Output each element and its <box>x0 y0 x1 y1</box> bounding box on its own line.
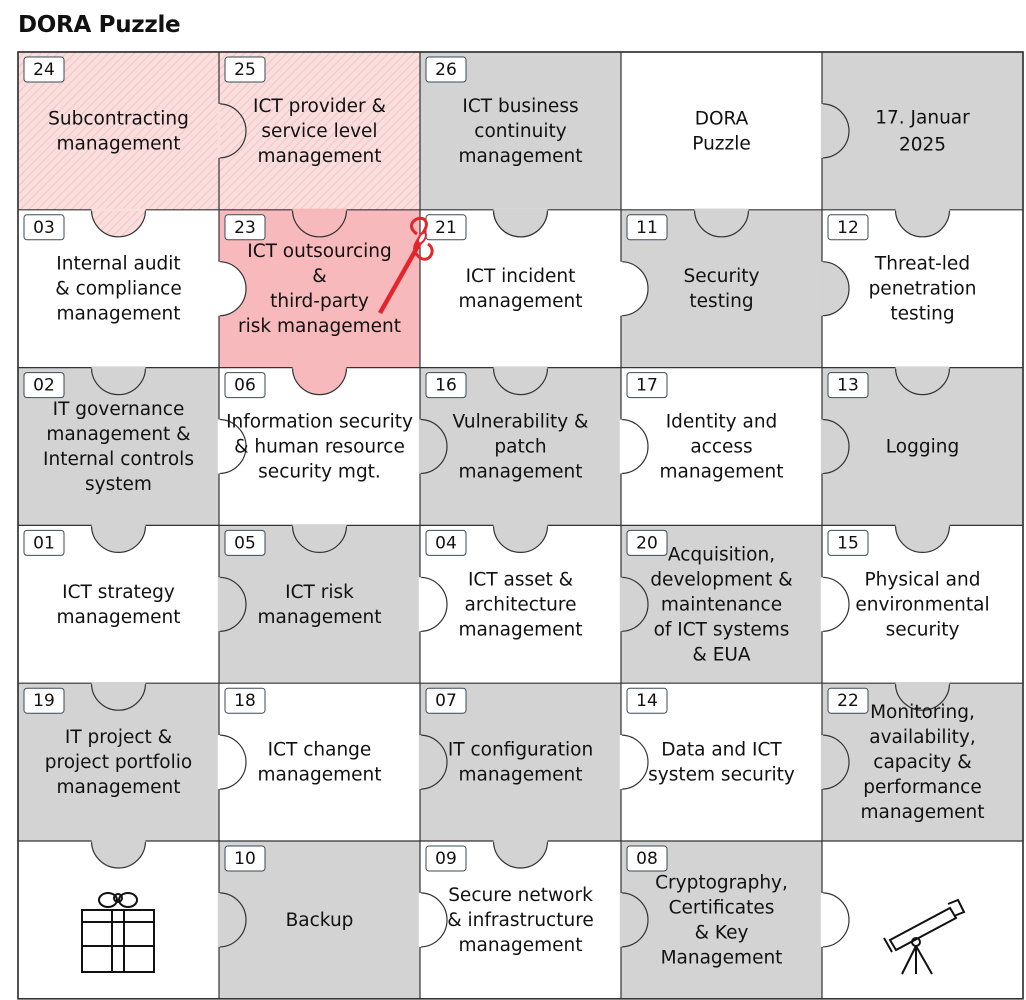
puzzle-tile <box>822 841 1023 999</box>
tile-number-badge <box>426 57 466 82</box>
tile-background <box>621 52 822 210</box>
tile-label-line: management <box>56 303 181 325</box>
tile-label-line: continuity <box>474 120 567 142</box>
tile-label-line: system security <box>648 764 795 786</box>
tile-number-badge <box>426 215 466 240</box>
tile-number-badge <box>225 215 265 240</box>
tile-label-line: & Key <box>694 922 749 944</box>
tile-number-badge <box>627 215 667 240</box>
tile-number-badge <box>426 846 466 871</box>
tile-label-line: ICT business <box>462 95 579 117</box>
tile-label-line: ICT provider & <box>253 95 386 117</box>
tile-label-line: penetration <box>868 278 977 300</box>
tile-label-line: management & <box>46 424 191 445</box>
tile-label-line: Information security <box>226 411 413 433</box>
tile-number-badge <box>24 57 64 82</box>
tile-label-line: 2025 <box>898 134 947 156</box>
tile-label-line: Internal controls <box>43 449 194 470</box>
tile-label-line: performance <box>863 777 982 799</box>
tile-label-line: management <box>56 777 181 799</box>
tile-label-line: management <box>458 291 583 313</box>
tile-number-badge <box>828 530 868 555</box>
tile-number-badge <box>627 846 667 871</box>
tile-label-line: management <box>659 461 784 483</box>
tile-number-badge <box>225 846 265 871</box>
tile-number-badge <box>24 373 64 398</box>
tile-number: 05 <box>234 533 256 554</box>
tile-number: 07 <box>435 691 457 712</box>
tile-label-line: management <box>56 133 181 155</box>
tile-label-line: ICT outsourcing <box>247 241 392 263</box>
tile-label-line: management <box>860 802 985 824</box>
tile-number: 16 <box>435 375 457 396</box>
tile-number: 22 <box>837 691 859 712</box>
tile-number-badge <box>627 688 667 713</box>
tile-label-line: project portfolio <box>44 752 193 774</box>
tile-number: 17 <box>636 375 658 396</box>
tile-label-line: Certificates <box>668 897 775 919</box>
tile-number: 02 <box>33 375 55 396</box>
tile-number: 06 <box>234 375 256 396</box>
tile-number-badge <box>24 215 64 240</box>
tile-number: 20 <box>636 533 658 554</box>
tile-label-line: patch <box>494 436 547 458</box>
tile-label-line: IT governance <box>52 399 185 420</box>
tile-label-line: availability, <box>869 727 976 749</box>
tile-label-line: Identity and <box>665 411 778 433</box>
tile-label-line: Threat-led <box>874 253 971 275</box>
tile-number-badge <box>225 688 265 713</box>
tile-label-line: ICT risk <box>285 581 354 603</box>
tile-number-badge <box>426 530 466 555</box>
tile-label-line: access <box>690 436 753 458</box>
tile-label-line: of ICT systems <box>653 619 790 641</box>
tile-label-line: Data and ICT <box>661 739 782 761</box>
tile-label-line: testing <box>890 303 955 325</box>
tile-label-line: risk management <box>238 316 401 338</box>
tile-label-line: Acquisition, <box>667 544 776 566</box>
tile-label-line: Vulnerability & <box>452 411 589 433</box>
tile-label-line: development & <box>650 569 793 591</box>
tile-label-line: security mgt. <box>258 461 381 483</box>
page-title: DORA Puzzle <box>18 12 181 38</box>
tile-label-line: management <box>458 934 583 956</box>
tile-number: 26 <box>435 60 457 80</box>
tile-number-badge <box>426 373 466 398</box>
tile-label-line: management <box>257 764 382 786</box>
tile-label-line: Security <box>683 266 760 288</box>
tile-number: 19 <box>33 691 55 712</box>
tile-number-badge <box>24 688 64 713</box>
tile-label-line: Subcontracting <box>48 108 189 130</box>
tile-label-line: ICT incident <box>465 266 576 288</box>
tile-number: 08 <box>636 849 658 869</box>
tile-label-line: system <box>85 474 152 495</box>
tile-number-badge <box>828 688 868 713</box>
tile-number: 14 <box>636 691 658 712</box>
tile-number: 24 <box>33 60 55 80</box>
tile-label-line: Puzzle <box>692 133 751 155</box>
tile-label-line: environmental <box>855 594 990 616</box>
tile-label-line: IT configuration <box>447 739 594 761</box>
tile-number: 13 <box>837 375 859 396</box>
tile-label-line: Cryptography, <box>655 872 788 894</box>
tile-label-line: DORA <box>694 108 749 130</box>
tile-number: 03 <box>33 217 55 238</box>
tile-label-line: management <box>458 461 583 483</box>
tile-label-line: management <box>458 619 583 641</box>
tile-number: 25 <box>234 60 256 80</box>
tile-number: 18 <box>234 691 256 712</box>
tile-label-line: management <box>257 606 382 628</box>
tile-label-line: & compliance <box>55 278 182 300</box>
tile-label-line: capacity & <box>873 752 972 774</box>
tile-label-line: ICT strategy <box>62 581 175 603</box>
tile-label-line: 17. Januar <box>875 107 970 129</box>
tile-label-line: management <box>458 764 583 786</box>
tile-number-badge <box>225 57 265 82</box>
tile-label-line: testing <box>689 291 754 313</box>
tile-number-badge <box>225 530 265 555</box>
tile-label-line: ICT asset & <box>467 569 574 591</box>
tile-label-line: management <box>56 606 181 628</box>
tile-number-badge <box>828 373 868 398</box>
tile-label-line: IT project & <box>64 727 173 749</box>
tile-label-line: & EUA <box>692 644 751 666</box>
tile-label-line: & infrastructure <box>447 909 594 931</box>
tile-label-line: management <box>257 145 382 167</box>
tile-label-line: service level <box>261 120 378 142</box>
tile-label-line: ICT change <box>267 739 372 761</box>
puzzle-tile <box>822 52 1023 210</box>
tile-label-line: Monitoring, <box>870 702 975 724</box>
tile-label-line: third-party <box>270 291 369 313</box>
tile-number: 11 <box>636 217 658 238</box>
tile-number: 10 <box>234 849 256 869</box>
tile-number: 21 <box>435 217 457 238</box>
tile-number-badge <box>426 688 466 713</box>
tile-number-badge <box>627 530 667 555</box>
tile-label-line: maintenance <box>660 594 783 616</box>
tile-label-line: Internal audit <box>56 253 181 275</box>
tile-background <box>822 841 1023 999</box>
tile-number: 09 <box>435 849 457 869</box>
tile-label-line: & human resource <box>234 436 405 458</box>
tile-number: 04 <box>435 533 457 554</box>
tile-label-line: & <box>312 266 327 288</box>
tile-label-line: Backup <box>285 909 354 931</box>
tile-number: 12 <box>837 217 859 238</box>
tile-label-line: Management <box>660 947 783 969</box>
tile-number-badge <box>627 373 667 398</box>
puzzle-tile <box>621 52 822 210</box>
tile-label-line: Logging <box>885 436 960 458</box>
tile-number: 01 <box>33 533 55 554</box>
tile-number: 15 <box>837 533 859 554</box>
tile-label-line: architecture <box>464 594 577 616</box>
tile-label-line: Secure network <box>448 884 593 906</box>
tile-background <box>822 52 1023 210</box>
tile-label-line: security <box>885 619 960 641</box>
tile-label-line: management <box>458 145 583 167</box>
tile-number-badge <box>828 215 868 240</box>
tile-number-badge <box>225 373 265 398</box>
tile-label-line: Physical and <box>864 569 981 591</box>
tile-number: 23 <box>234 217 256 238</box>
tile-number-badge <box>24 530 64 555</box>
